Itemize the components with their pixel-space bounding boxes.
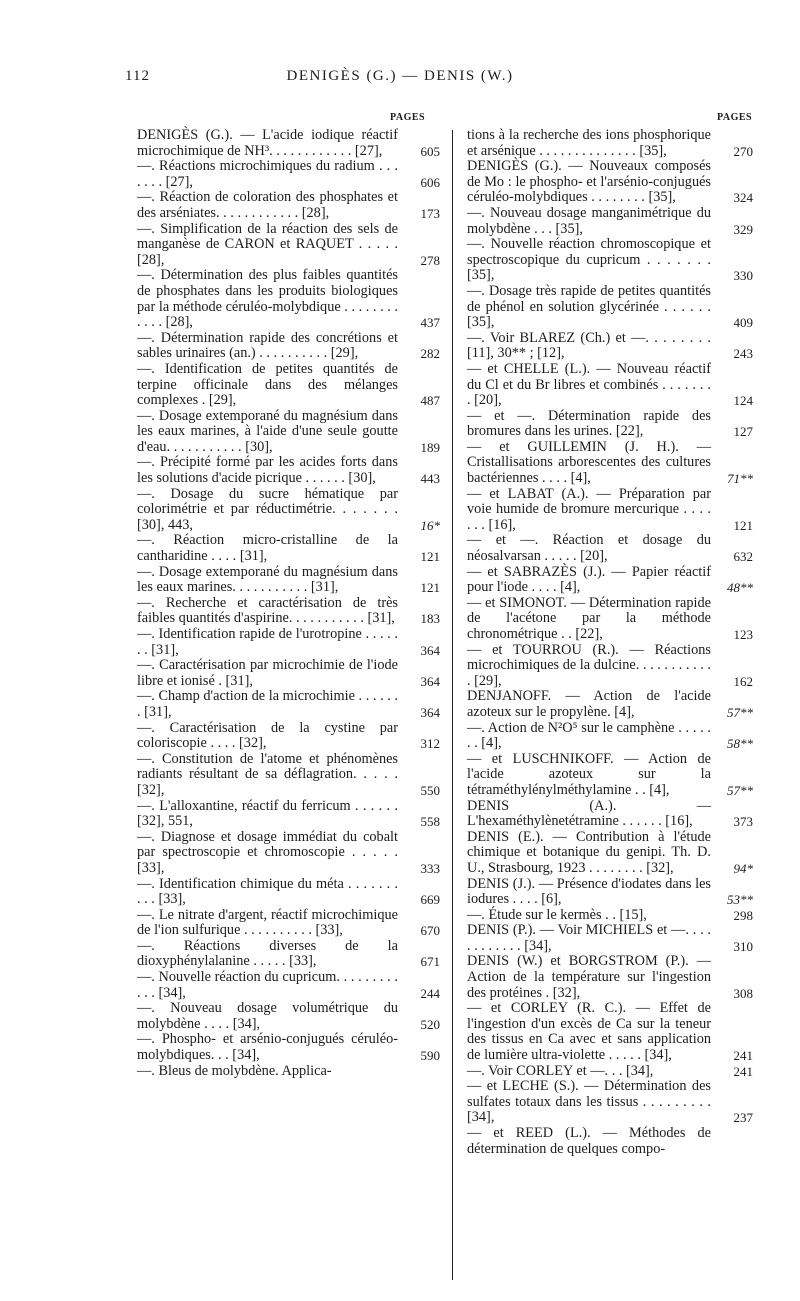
entry-text: —. Nouveau dosage volumétrique du molybdène . . . . [34], [137, 1000, 398, 1032]
entry-text: —. Étude sur le kermès . . [15], [467, 906, 647, 923]
entry-page-number: 16* [420, 517, 440, 533]
entry-text: —. Action de N²O⁵ sur le camphène . . . . . . . [4], [467, 719, 711, 752]
pages-label-left: PAGES [390, 112, 426, 123]
entry-text: — et LUSCHNIKOFF. — Action de l'acide azoteux sur la tétraméthylénylméthylamine . . [4], [467, 750, 711, 798]
index-entry [467, 159, 753, 206]
index-entry [467, 440, 753, 487]
entry-page-number: 550 [420, 782, 440, 798]
entry-page-number: 121 [733, 517, 753, 533]
pages-label-right: PAGES [717, 112, 753, 123]
entry-text: — et TOURROU (R.). — Réactions microchimiques de la dulcine. . . . . . . . . . . . [29], [467, 641, 711, 689]
entry-page-number: 127 [733, 424, 753, 440]
entry-text: — et SIMONOT. — Détermination rapide de l'acétone par la méthode chronométrique . . [22], [467, 594, 711, 642]
index-entry [137, 596, 440, 627]
column-divider [452, 130, 453, 1280]
entry-page-number: 48** [727, 580, 753, 596]
index-entry [137, 268, 440, 330]
entry-page-number: 282 [420, 346, 440, 362]
index-entry [137, 658, 440, 689]
entry-page-number: 298 [733, 907, 753, 923]
index-entry [137, 970, 440, 1001]
entry-text: —. Dosage très rapide de petites quantités de phénol en solution glycérinée . . . . . . [35], [467, 282, 711, 331]
index-entry [467, 331, 753, 362]
entry-page-number: 409 [733, 315, 753, 331]
entry-page-number: 330 [733, 268, 753, 284]
index-entry [137, 190, 440, 221]
entry-text: —. Bleus de molybdène. Applica- [137, 1062, 332, 1079]
entry-page-number: 443 [420, 471, 440, 487]
entry-text: —. Nouveau dosage manganimétrique du molybdène . . . [35], [467, 204, 711, 237]
entry-page-number: 487 [420, 393, 440, 409]
entry-page-number: 53** [727, 892, 753, 908]
index-entry [467, 128, 753, 159]
entry-page-number: 58** [727, 736, 753, 752]
entry-text: —. Voir CORLEY et —. . . [34], [467, 1062, 654, 1079]
entry-text: —. Champ d'action de la microchimie . . . . . . . [31], [137, 688, 398, 720]
index-entry [137, 721, 440, 752]
entry-text: —. Précipité formé par les acides forts dans les solutions d'acide picrique . . . . . . [30], [137, 454, 398, 487]
entry-text: — et LABAT (A.). — Préparation par voie humide de bromure mercurique . . . . . . . [16], [467, 485, 711, 533]
entry-page-number: 364 [420, 673, 440, 689]
entry-page-number: 57** [727, 782, 753, 798]
index-entry [137, 1032, 440, 1063]
index-entry [137, 565, 440, 596]
entry-page-number: 237 [733, 1110, 753, 1126]
entry-page-number: 121 [420, 580, 440, 596]
entry-page-number: 606 [420, 174, 440, 190]
entry-page-number: 670 [420, 923, 440, 939]
entry-text: DENIS (W.) et BORGSTROM (P.). — Action de la température sur l'ingestion des protéines . [32], [467, 953, 711, 1001]
index-entry [137, 222, 440, 269]
entry-text: —. Détermination des plus faibles quantités de phosphates dans les produits biologiques par la méthode céruléo-molybdique . . . . . . . . . . . . [28], [137, 267, 398, 331]
entry-text: DENIS (P.). — Voir MICHIELS et —. . . . . . . . . . . . [34], [467, 922, 711, 954]
index-entry [467, 533, 753, 564]
entry-text: —. Nouvelle réaction chromoscopique et spectroscopique du cupricum . . . . . . . [35], [467, 236, 711, 284]
index-entry [467, 1001, 753, 1063]
entry-text: —. Dosage extemporané du magnésium dans les eaux marines. . . . . . . . . . . [31], [137, 563, 398, 596]
entry-page-number: 437 [420, 315, 440, 331]
index-entry [467, 284, 753, 331]
entry-page-number: 310 [733, 938, 753, 954]
index-entry [467, 689, 753, 720]
index-entry [467, 409, 753, 440]
index-entry [137, 159, 440, 190]
entry-text: —. Identification de petites quantités de terpine officinale dans des mélanges complexes . [29], [137, 360, 398, 409]
entry-text: DENJANOFF. — Action de l'acide azoteux sur le propylène. [4], [467, 688, 711, 720]
entry-page-number: 121 [420, 549, 440, 565]
index-entry [467, 206, 753, 237]
index-entry [467, 362, 753, 409]
index-entry [467, 643, 753, 690]
index-entry [137, 533, 440, 564]
entry-text: —. Nouvelle réaction du cupricum. . . . . . . . . . . . [34], [137, 969, 398, 1001]
entry-text: —. Diagnose et dosage immédiat du cobalt par spectroscopie et chromoscopie . . . . . [33], [137, 828, 398, 876]
entry-text: tions à la recherche des ions phosphorique et arsénique . . . . . . . . . . . . . . [35], [467, 127, 711, 159]
entry-text: —. L'alloxantine, réactif du ferricum . . . . . . [32], 551, [137, 797, 398, 830]
entry-text: —. Réactions diverses de la dioxyphénylalanine . . . . . [33], [137, 937, 398, 970]
entry-page-number: 590 [420, 1048, 440, 1064]
entry-page-number: 329 [733, 221, 753, 237]
entry-text: —. Phospho- et arsénio-conjugués céruléo-molybdiques. . . [34], [137, 1031, 398, 1064]
entry-page-number: 71** [727, 471, 753, 487]
index-entry [467, 565, 753, 596]
entry-text: —. Constitution de l'atome et phénomènes radiants résultant de sa déflagration. . . . . [32], [137, 750, 398, 798]
entry-page-number: 324 [733, 190, 753, 206]
index-entry [137, 830, 440, 877]
index-entry [467, 1079, 753, 1126]
entry-text: — et LECHE (S.). — Détermination des sulfates totaux dans les tissus . . . . . . . . . [34], [467, 1078, 711, 1126]
index-entry [137, 752, 440, 799]
entry-text: —. Simplification de la réaction des sels de manganèse de CARON et RAQUET . . . . . [28], [137, 220, 398, 268]
page-number: 112 [125, 68, 150, 84]
entry-text: — et GUILLEMIN (J. H.). — Cristallisations arborescentes des cultures bactériennes . . . . [4], [467, 438, 711, 487]
entry-text: —. Dosage extemporané du magnésium dans les eaux marines, à l'aide d'une seule goutte d'eau. . . . . . . . . . . [30], [137, 407, 398, 455]
entry-text: —. Le nitrate d'argent, réactif microchimique de l'ion sulfurique . . . . . . . . . . [33], [137, 906, 398, 939]
entry-page-number: 312 [420, 736, 440, 752]
entry-text: —. Identification rapide de l'urotropine . . . . . . . [31], [137, 626, 398, 658]
index-entry [467, 954, 753, 1001]
entry-page-number: 94* [733, 860, 753, 876]
entry-text: DENIS (A.). — L'hexaméthylènetétramine . . . . . . [16], [467, 797, 711, 830]
index-entry [467, 830, 753, 877]
entry-page-number: 520 [420, 1016, 440, 1032]
index-entry [467, 877, 753, 908]
entry-page-number: 308 [733, 985, 753, 1001]
entry-page-number: 243 [733, 346, 753, 362]
entry-text: DENIGÈS (G.). — L'acide iodique réactif microchimique de NH³. . . . . . . . . . . . [27], [137, 127, 398, 159]
right-column [467, 128, 753, 1157]
index-entry [137, 908, 440, 939]
entry-text: —. Dosage du sucre hématique par colorimétrie et par réductimétrie. . . . . . . [30], 443, [137, 485, 398, 533]
index-entry [467, 908, 753, 924]
entry-text: —. Caractérisation par microchimie de l'iode libre et ionisé . [31], [137, 657, 398, 689]
entry-page-number: 57** [727, 704, 753, 720]
entry-page-number: 244 [420, 985, 440, 1001]
entry-text: —. Réactions microchimiques du radium . . . . . . . [27], [137, 158, 398, 190]
index-entry [137, 689, 440, 720]
entry-text: —. Recherche et caractérisation de très faibles quantités d'aspirine. . . . . . . . . . . [31], [137, 594, 398, 627]
entry-text: —. Voir BLAREZ (Ch.) et —. . . . . . . . [11], 30** ; [12], [467, 329, 711, 362]
entry-page-number: 162 [733, 673, 753, 689]
entry-page-number: 278 [420, 252, 440, 268]
running-head: DENIGÈS (G.) — DENIS (W.) [286, 68, 514, 84]
entry-text: —. Caractérisation de la cystine par coloriscopie . . . . [32], [137, 719, 398, 752]
entry-page-number: 373 [733, 814, 753, 830]
entry-page-number: 632 [733, 549, 753, 565]
entry-page-number: 241 [733, 1063, 753, 1079]
index-entry [467, 596, 753, 643]
index-entry [467, 1064, 753, 1080]
entry-page-number: 183 [420, 611, 440, 627]
entry-text: —. Identification chimique du méta . . . . . . . . . . [33], [137, 875, 398, 908]
entry-text: —. Réaction de coloration des phosphates et des arséniates. . . . . . . . . . . . [28], [137, 189, 398, 221]
index-entry [137, 362, 440, 409]
entry-text: —. Réaction micro-cristalline de la cantharidine . . . . [31], [137, 532, 398, 565]
entry-text: DENIGÈS (G.). — Nouveaux composés de Mo : le phospho- et l'arsénio-conjugués céruléo-molybdiques . . . . . . . . [35], [467, 158, 711, 206]
entry-text: — et REED (L.). — Méthodes de détermination de quelques compo- [467, 1125, 711, 1157]
entry-page-number: 124 [733, 393, 753, 409]
entry-text: DENIS (J.). — Présence d'iodates dans les iodures . . . . [6], [467, 875, 711, 908]
index-entry [467, 721, 753, 752]
left-column [137, 128, 440, 1079]
index-entry [137, 331, 440, 362]
index-entry [137, 487, 440, 534]
index-entry [137, 128, 440, 159]
index-entry [137, 799, 440, 830]
entry-page-number: 189 [420, 439, 440, 455]
entry-page-number: 333 [420, 860, 440, 876]
index-entry [467, 237, 753, 284]
entry-page-number: 364 [420, 642, 440, 658]
entry-page-number: 671 [420, 954, 440, 970]
entry-text: — et —. Réaction et dosage du néosalvarsan . . . . . [20], [467, 532, 711, 565]
entry-text: — et —. Détermination rapide des bromures dans les urines. [22], [467, 407, 711, 440]
entry-page-number: 364 [420, 704, 440, 720]
index-entry [137, 1001, 440, 1032]
entry-text: DENIS (E.). — Contribution à l'étude chimique et botanique du genipi. Th. D. U., Strasbourg, 1923 . . . . . . . . [32], [467, 828, 711, 876]
entry-page-number: 241 [733, 1048, 753, 1064]
index-entry [137, 627, 440, 658]
entry-page-number: 558 [420, 814, 440, 830]
entry-page-number: 270 [733, 143, 753, 159]
index-entry [467, 1126, 753, 1157]
index-entry [137, 877, 440, 908]
index-entry [467, 752, 753, 799]
index-entry [467, 799, 753, 830]
entry-page-number: 605 [420, 143, 440, 159]
index-entry [467, 487, 753, 534]
index-entry [137, 409, 440, 456]
entry-text: — et CORLEY (R. C.). — Effet de l'ingestion d'un excès de Ca sur la teneur des tissus en Ca avec et sans application de lumière ultra-violette . . . . . [34], [467, 1000, 711, 1064]
entry-page-number: 173 [420, 205, 440, 221]
index-entry [467, 923, 753, 954]
entry-text: — et CHELLE (L.). — Nouveau réactif du Cl et du Br libres et combinés . . . . . . . . [20], [467, 360, 711, 409]
index-entry [137, 1064, 440, 1080]
index-entry [137, 455, 440, 486]
index-entry [137, 939, 440, 970]
entry-page-number: 669 [420, 892, 440, 908]
entry-text: — et SABRAZÈS (J.). — Papier réactif pour l'iode . . . . [4], [467, 563, 711, 596]
entry-page-number: 123 [733, 627, 753, 642]
entry-text: —. Détermination rapide des concrétions et sables urinaires (an.) . . . . . . . . . . [29], [137, 329, 398, 362]
